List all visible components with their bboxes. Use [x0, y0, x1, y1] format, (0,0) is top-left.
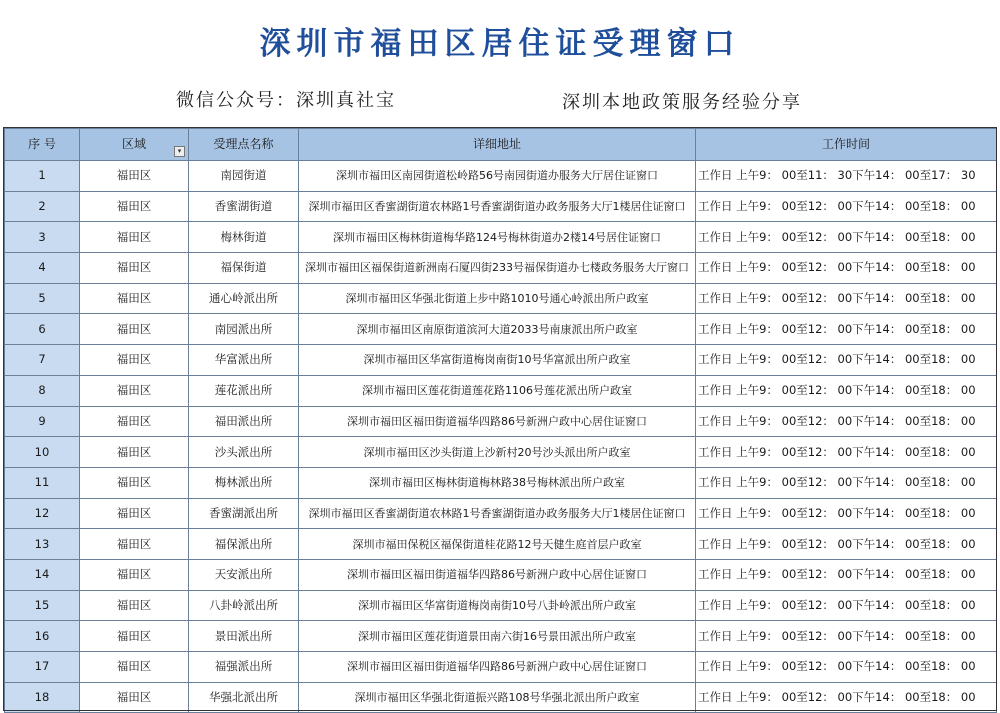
row-hours: 工作日 上午9： 00至12： 00下午14： 00至18： 00 [696, 345, 997, 376]
column-header-region[interactable] [80, 129, 189, 161]
row-index: 9 [5, 406, 80, 437]
row-address: 深圳市福田区莲花街道莲花路1106号莲花派出所户政室 [299, 375, 696, 406]
row-address: 深圳市福田保税区福保街道桂花路12号天健生庭首层户政室 [299, 529, 696, 560]
row-address: 深圳市福田区福田街道福华四路86号新洲户政中心居住证窗口 [299, 406, 696, 437]
table-row [5, 222, 997, 253]
page-title: 深圳市福田区居住证受理窗口 [259, 26, 741, 62]
column-header-hours: 工作时间 [696, 129, 997, 161]
row-region: 福田区 [80, 559, 189, 590]
table-row [5, 467, 997, 498]
row-index: 11 [5, 467, 80, 498]
row-name: 沙头派出所 [189, 437, 299, 468]
row-name: 福强派出所 [189, 652, 299, 683]
table-row [5, 191, 997, 222]
row-region: 福田区 [80, 529, 189, 560]
row-hours: 工作日 上午9： 00至12： 00下午14： 00至18： 00 [696, 283, 997, 314]
table-header-row [5, 129, 997, 161]
row-region: 福田区 [80, 498, 189, 529]
row-region: 福田区 [80, 467, 189, 498]
row-name: 南园街道 [189, 161, 299, 192]
row-name: 华富派出所 [189, 345, 299, 376]
table-row [5, 559, 997, 590]
row-hours: 工作日 上午9： 00至11： 30下午14： 00至17： 30 [696, 161, 997, 192]
row-address: 深圳市福田区香蜜湖街道农林路1号香蜜湖街道办政务服务大厅1楼居住证窗口 [299, 498, 696, 529]
row-region: 福田区 [80, 253, 189, 284]
table-row [5, 621, 997, 652]
row-index: 14 [5, 559, 80, 590]
row-index: 12 [5, 498, 80, 529]
row-index: 3 [5, 222, 80, 253]
row-hours: 工作日 上午9： 00至12： 00下午14： 00至18： 00 [696, 529, 997, 560]
row-address: 深圳市福田区福田街道福华四路86号新洲户政中心居住证窗口 [299, 559, 696, 590]
table-row [5, 253, 997, 284]
row-hours: 工作日 上午9： 00至12： 00下午14： 00至18： 00 [696, 467, 997, 498]
table-row [5, 345, 997, 376]
row-hours: 工作日 上午9： 00至12： 00下午14： 00至18： 00 [696, 222, 997, 253]
row-name: 八卦岭派出所 [189, 590, 299, 621]
service-window-table [4, 128, 997, 713]
row-region: 福田区 [80, 682, 189, 713]
table-row [5, 314, 997, 345]
column-header-address: 详细地址 [299, 129, 696, 161]
row-hours: 工作日 上午9： 00至12： 00下午14： 00至18： 00 [696, 314, 997, 345]
row-name: 南园派出所 [189, 314, 299, 345]
row-address: 深圳市福田区香蜜湖街道农林路1号香蜜湖街道办政务服务大厅1楼居住证窗口 [299, 191, 696, 222]
row-index: 15 [5, 590, 80, 621]
row-region: 福田区 [80, 437, 189, 468]
row-index: 2 [5, 191, 80, 222]
row-region: 福田区 [80, 652, 189, 683]
row-region: 福田区 [80, 621, 189, 652]
row-index: 10 [5, 437, 80, 468]
row-name: 华强北派出所 [189, 682, 299, 713]
row-index: 6 [5, 314, 80, 345]
row-region: 福田区 [80, 283, 189, 314]
row-address: 深圳市福田区梅林街道梅华路124号梅林街道办2楼14号居住证窗口 [299, 222, 696, 253]
row-index: 7 [5, 345, 80, 376]
row-address: 深圳市福田区莲花街道景田南六街16号景田派出所户政室 [299, 621, 696, 652]
row-address: 深圳市福田区华强北街道上步中路1010号通心岭派出所户政室 [299, 283, 696, 314]
row-address: 深圳市福田区华富街道梅岗南街10号八卦岭派出所户政室 [299, 590, 696, 621]
row-index: 5 [5, 283, 80, 314]
row-region: 福田区 [80, 161, 189, 192]
row-name: 香蜜湖街道 [189, 191, 299, 222]
row-name: 通心岭派出所 [189, 283, 299, 314]
row-name: 香蜜湖派出所 [189, 498, 299, 529]
row-hours: 工作日 上午9： 00至12： 00下午14： 00至18： 00 [696, 498, 997, 529]
table-row [5, 498, 997, 529]
row-region: 福田区 [80, 222, 189, 253]
row-name: 福保街道 [189, 253, 299, 284]
column-header-name: 受理点名称 [189, 129, 299, 161]
row-index: 8 [5, 375, 80, 406]
row-index: 18 [5, 682, 80, 713]
row-address: 深圳市福田区梅林街道梅林路38号梅林派出所户政室 [299, 467, 696, 498]
row-hours: 工作日 上午9： 00至12： 00下午14： 00至18： 00 [696, 253, 997, 284]
row-hours: 工作日 上午9： 00至12： 00下午14： 00至18： 00 [696, 682, 997, 713]
row-hours: 工作日 上午9： 00至12： 00下午14： 00至18： 00 [696, 191, 997, 222]
row-hours: 工作日 上午9： 00至12： 00下午14： 00至18： 00 [696, 621, 997, 652]
row-region: 福田区 [80, 375, 189, 406]
table-row [5, 161, 997, 192]
row-index: 4 [5, 253, 80, 284]
row-name: 景田派出所 [189, 621, 299, 652]
table-row [5, 283, 997, 314]
table-row [5, 590, 997, 621]
row-address: 深圳市福田区沙头街道上沙新村20号沙头派出所户政室 [299, 437, 696, 468]
row-address: 深圳市福田区华强北街道振兴路108号华强北派出所户政室 [299, 682, 696, 713]
table-row [5, 437, 997, 468]
table-row [5, 682, 997, 713]
row-name: 梅林派出所 [189, 467, 299, 498]
row-address: 深圳市福田区福田街道福华四路86号新洲户政中心居住证窗口 [299, 652, 696, 683]
row-address: 深圳市福田区南园街道松岭路56号南园街道办服务大厅居住证窗口 [299, 161, 696, 192]
table-row [5, 406, 997, 437]
row-region: 福田区 [80, 590, 189, 621]
row-hours: 工作日 上午9： 00至12： 00下午14： 00至18： 00 [696, 406, 997, 437]
row-index: 17 [5, 652, 80, 683]
row-address: 深圳市福田区南原街道滨河大道2033号南康派出所户政室 [299, 314, 696, 345]
table-body [5, 161, 997, 713]
table-row [5, 375, 997, 406]
filter-dropdown-icon[interactable]: ▾ [174, 146, 185, 157]
row-name: 梅林街道 [189, 222, 299, 253]
row-index: 13 [5, 529, 80, 560]
row-hours: 工作日 上午9： 00至12： 00下午14： 00至18： 00 [696, 437, 997, 468]
wechat-account-label: 微信公众号：深圳真社宝 [176, 90, 396, 111]
row-hours: 工作日 上午9： 00至12： 00下午14： 00至18： 00 [696, 590, 997, 621]
table-row [5, 652, 997, 683]
row-region: 福田区 [80, 314, 189, 345]
column-header-region-label: 区域 [121, 137, 146, 151]
row-name: 莲花派出所 [189, 375, 299, 406]
row-region: 福田区 [80, 345, 189, 376]
row-name: 福田派出所 [189, 406, 299, 437]
row-region: 福田区 [80, 191, 189, 222]
column-header-index: 序 号 [5, 129, 80, 161]
row-address: 深圳市福田区福保街道新洲南石厦四街233号福保街道办七楼政务服务大厅窗口 [299, 253, 696, 284]
row-index: 1 [5, 161, 80, 192]
table-row [5, 529, 997, 560]
row-hours: 工作日 上午9： 00至12： 00下午14： 00至18： 00 [696, 375, 997, 406]
row-name: 天安派出所 [189, 559, 299, 590]
row-region: 福田区 [80, 406, 189, 437]
row-hours: 工作日 上午9： 00至12： 00下午14： 00至18： 00 [696, 652, 997, 683]
row-address: 深圳市福田区华富街道梅岗南街10号华富派出所户政室 [299, 345, 696, 376]
row-hours: 工作日 上午9： 00至12： 00下午14： 00至18： 00 [696, 559, 997, 590]
tagline: 深圳本地政策服务经验分享 [562, 92, 802, 113]
row-name: 福保派出所 [189, 529, 299, 560]
row-index: 16 [5, 621, 80, 652]
